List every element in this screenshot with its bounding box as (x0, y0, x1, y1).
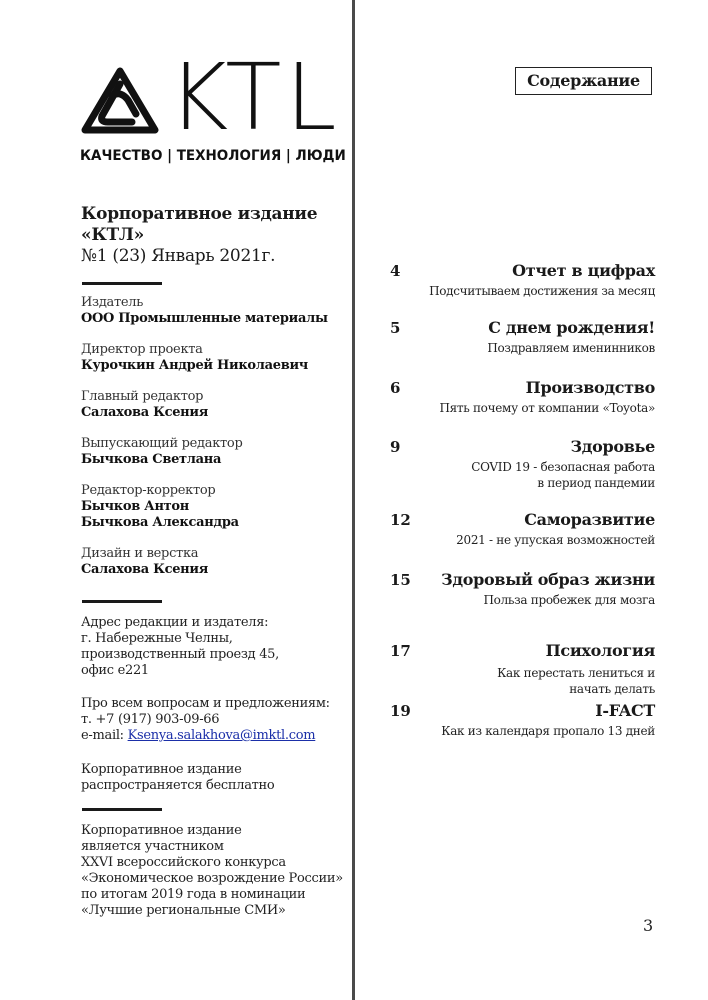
toc-title: Здоровый образ жизни (441, 570, 655, 589)
contest-note (81, 823, 351, 919)
contest-line: XXVI всероссийского конкурса (81, 855, 286, 870)
contacts-block (81, 696, 351, 744)
address-line: производственный проезд 45, (81, 647, 279, 662)
contest-line: «Лучшие региональные СМИ» (81, 903, 286, 918)
credit-proofreader (81, 483, 351, 531)
credit-design (81, 546, 351, 578)
ktl-triangle-logo-icon (80, 66, 160, 136)
credit-name: Бычкова Александра (81, 515, 239, 530)
toc-title: Производство (525, 378, 655, 397)
toc-title: I-FACT (595, 701, 655, 720)
toc-page-number: 17 (390, 642, 411, 660)
toc-subtitle: Польза пробежек для мозга (483, 593, 655, 607)
toc-page-number: 12 (390, 511, 411, 529)
toc-page-number: 15 (390, 571, 411, 589)
email-line (81, 728, 351, 744)
toc-title: С днем рождения! (488, 318, 655, 337)
credit-role: Издатель (81, 295, 144, 310)
column-divider (352, 0, 355, 1000)
toc-subtitle: начать делать (569, 682, 655, 696)
distribution-line: распространяется бесплатно (81, 778, 275, 793)
toc-item[interactable] (390, 641, 655, 697)
toc-subtitle: Как из календаря пропало 13 дней (441, 724, 655, 738)
logo-wordmark: KTL (168, 44, 341, 151)
contest-line: является участником (81, 839, 224, 854)
contacts-label: Про всем вопросам и предложениям: (81, 696, 330, 711)
toc-title: Психология (545, 641, 655, 660)
separator-rule (82, 600, 162, 603)
separator-rule (82, 282, 162, 285)
toc-item[interactable] (390, 261, 655, 299)
toc-subtitle: COVID 19 - безопасная работа (471, 460, 655, 474)
credit-chief-editor (81, 389, 351, 421)
toc-item[interactable] (390, 570, 655, 608)
issue-number: №1 (23) Январь 2021г. (81, 246, 276, 266)
credit-name: Бычков Антон (81, 499, 190, 514)
toc-title: Отчет в цифрах (512, 261, 655, 280)
logo-tagline: КАЧЕСТВО | ТЕХНОЛОГИЯ | ЛЮДИ (80, 148, 346, 164)
credit-role: Редактор-корректор (81, 483, 216, 498)
toc-page-number: 6 (390, 379, 401, 397)
toc-page-number: 4 (390, 262, 401, 280)
toc-subtitle: Поздравляем именинников (487, 341, 655, 355)
toc-subtitle: Как перестать лениться и (497, 666, 655, 680)
toc-page-number: 5 (390, 319, 401, 337)
address-line: г. Набережные Челны, (81, 631, 233, 646)
toc-item[interactable] (390, 437, 655, 491)
toc-item[interactable] (390, 318, 655, 356)
toc-title: Саморазвитие (524, 510, 655, 529)
toc-page-number: 9 (390, 438, 401, 456)
address-label: Адрес редакции и издателя: (81, 615, 269, 630)
credit-role: Директор проекта (81, 342, 203, 357)
credit-name: ООО Промышленные материалы (81, 311, 328, 326)
contest-line: «Экономическое возрождение России» (81, 871, 343, 886)
credit-role: Дизайн и верстка (81, 546, 199, 561)
contest-line: по итогам 2019 года в номинации (81, 887, 306, 902)
address-line: офис е221 (81, 663, 149, 678)
distribution-line: Корпоративное издание (81, 762, 242, 777)
contest-line: Корпоративное издание (81, 823, 242, 838)
credit-project-director (81, 342, 351, 374)
ktl-logo (80, 44, 350, 166)
toc-item[interactable] (390, 701, 655, 739)
phone-number: т. +7 (917) 903-09-66 (81, 712, 220, 727)
credit-role: Выпускающий редактор (81, 436, 243, 451)
toc-page-number: 19 (390, 702, 411, 720)
email-link[interactable]: Ksenya.salakhova@imktl.com (127, 728, 316, 743)
credit-managing-editor (81, 436, 351, 468)
magazine-title: Корпоративное издание «КТЛ» (81, 204, 318, 245)
email-label: e-mail: (81, 728, 128, 743)
toc-subtitle: 2021 - не упуская возможностей (456, 533, 655, 547)
credits-list (81, 295, 351, 593)
toc-subtitle: Пять почему от компании «Toyota» (439, 401, 655, 415)
credit-name: Салахова Ксения (81, 562, 209, 577)
credit-publisher (81, 295, 351, 327)
credit-name: Курочкин Андрей Николаевич (81, 358, 309, 373)
credit-name: Салахова Ксения (81, 405, 209, 420)
toc-item[interactable] (390, 510, 655, 548)
credit-name: Бычкова Светлана (81, 452, 222, 467)
toc-title: Здоровье (570, 437, 655, 456)
credit-role: Главный редактор (81, 389, 204, 404)
toc-item[interactable] (390, 378, 655, 416)
toc-subtitle: в период пандемии (537, 476, 655, 490)
address-block (81, 615, 351, 679)
separator-rule (82, 808, 162, 811)
toc-subtitle: Подсчитываем достижения за месяц (429, 284, 655, 298)
distribution-note (81, 762, 351, 794)
page-number: 3 (643, 916, 654, 935)
toc-heading: Содержание (515, 67, 652, 95)
